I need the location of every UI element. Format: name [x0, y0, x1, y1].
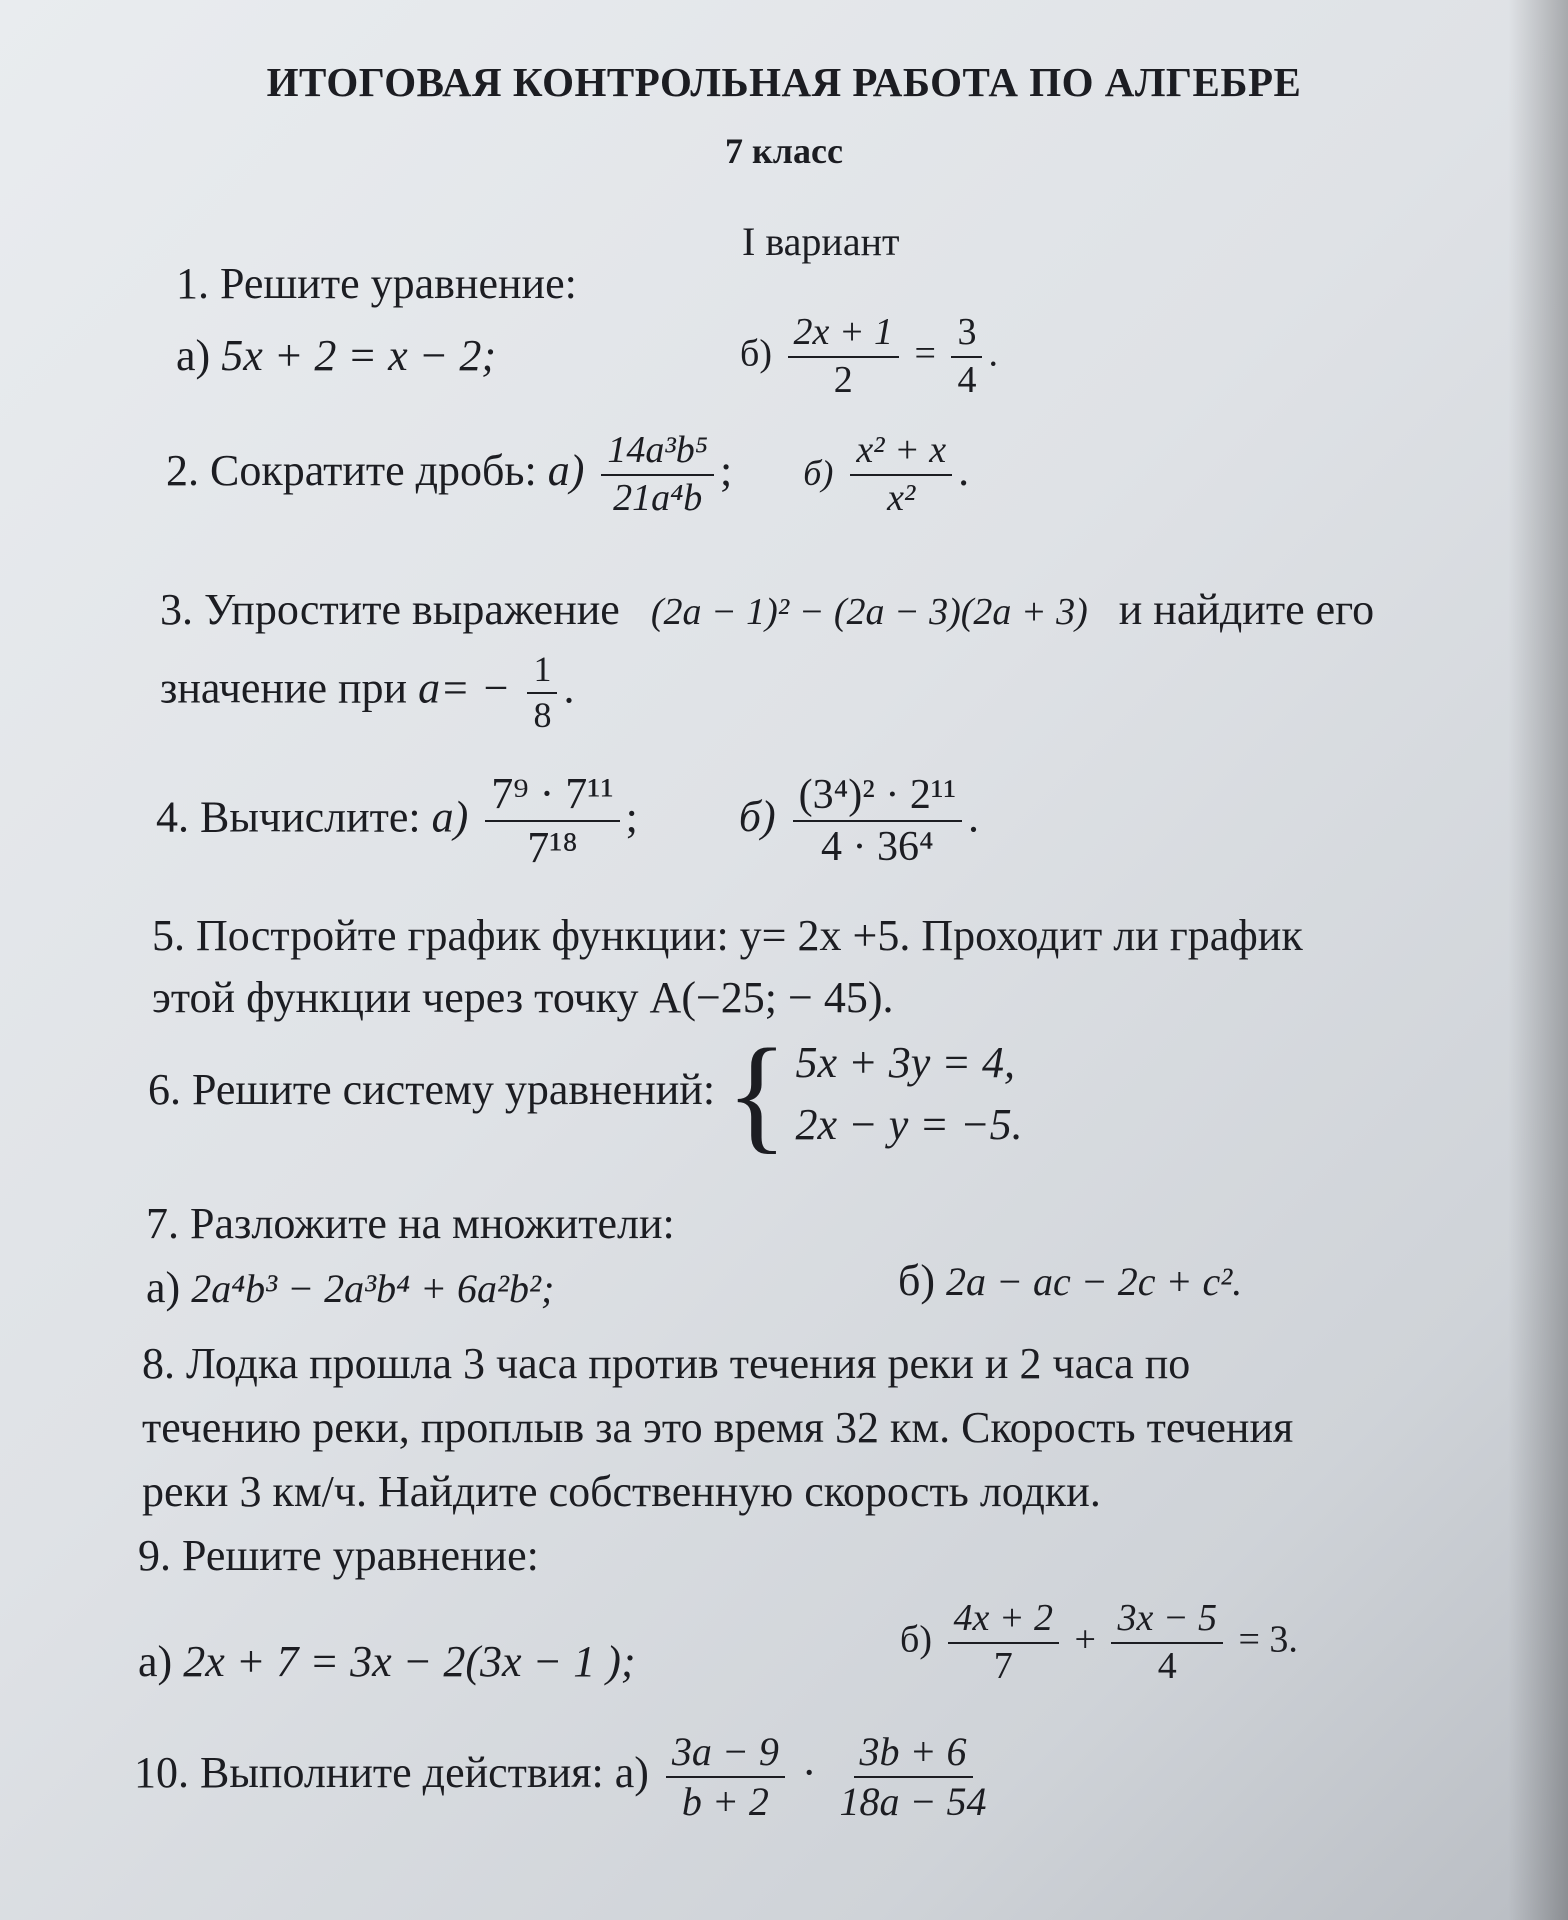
- task-4b-label: б): [738, 792, 776, 842]
- system-equation-1: 5x + 3y = 4,: [795, 1038, 1015, 1088]
- task-9a-expression: 2x + 7 = 3x − 2(3x − 1 );: [183, 1637, 636, 1686]
- task-5-line-1: 5. Постройте график функции: y= 2x +5. Проходит ли график: [152, 911, 1303, 960]
- task-8-line-2: течению реки, проплыв за это время 32 км. Скорость течения: [142, 1403, 1294, 1452]
- task-2-heading: 2. Сократите дробь:: [166, 445, 537, 495]
- task-9-heading: 9. Решите уравнение:: [138, 1531, 539, 1580]
- task-6-heading: 6. Решите систему уравнений:: [148, 1065, 716, 1115]
- task-1a: [176, 330, 496, 381]
- page-title: ИТОГОВАЯ КОНТРОЛЬНАЯ РАБОТА ПО АЛГЕБРЕ: [266, 59, 1302, 105]
- task-1b-fraction-left: $\frac{2x + 1}{2}$: [788, 312, 900, 402]
- grade-label: 7 класс: [725, 131, 843, 171]
- task-7b: [898, 1255, 1242, 1306]
- task-4a-fraction: $\frac{\text{7⁹ · 7¹¹}}{\text{7¹⁸}}$: [485, 770, 619, 873]
- task-7b-expression: 2a − ac − 2c + c².: [946, 1259, 1243, 1304]
- multiply-dot: ·: [801, 1748, 817, 1798]
- task-9b: б) $\frac{4x + 2}{7}$ + $\frac{3x - 5}{4}$ = 3.: [900, 1597, 1298, 1687]
- task-3-line-2: значение при a= − $\frac{1}{8}$ .: [160, 649, 575, 735]
- task-6: [148, 1023, 1023, 1165]
- task-9b-label: б): [900, 1618, 932, 1661]
- task-2: 2. Сократите дробь: а) $\frac{\text{14a³b⁵}}{\text{21a⁴b}}$ ; б) $\frac{\text{x² + x}}{\text{x²}}$ .: [166, 429, 970, 519]
- task-1b-label: б): [740, 332, 772, 375]
- task-4a-label: а): [431, 792, 469, 842]
- task-7-heading: 7. Разложите на множители:: [146, 1199, 675, 1248]
- task-7a-expression: 2a⁴b³ − 2a³b⁴ + 6a²b²;: [191, 1266, 555, 1311]
- task-2b-label: б): [803, 452, 834, 493]
- equals-sign: =: [914, 332, 936, 375]
- task-3-expression: (2a − 1)² − (2a − 3)(2a + 3): [650, 591, 1088, 633]
- variant-label: I вариант: [742, 219, 900, 264]
- task-2a-fraction: $\frac{\text{14a³b⁵}}{\text{21a⁴b}}$: [601, 430, 714, 520]
- task-4: 4. Вычислите: а) $\frac{\text{7⁹ · 7¹¹}}{\text{7¹⁸}}$ ; б) $\frac{\text{(3⁴)² · 2¹¹}}{\text{4 · 36⁴}}$ .: [156, 769, 980, 873]
- task-4b-fraction: $\frac{\text{(3⁴)² · 2¹¹}}{\text{4 · 36⁴}}$: [793, 772, 962, 870]
- task-1a-expression: 5x + 2 = x − 2;: [221, 331, 496, 380]
- plus-sign: +: [1074, 1618, 1096, 1661]
- task-5-line-2: этой функции через точку A(−25; − 45).: [152, 973, 894, 1022]
- task-9a-label: а): [138, 1637, 173, 1686]
- task-3-text: 3. Упростите выражение: [160, 585, 620, 634]
- task-9b-fraction-2: $\frac{3x - 5}{4}$: [1111, 1598, 1223, 1688]
- task-7a-label: а): [146, 1263, 181, 1312]
- task-9a: [138, 1636, 636, 1687]
- task-7b-label: б): [898, 1256, 936, 1305]
- task-1-heading: 1. Решите уравнение:: [176, 259, 577, 308]
- task-10-fraction-1: $\frac{3a - 9}{b + 2}$: [666, 1730, 785, 1824]
- task-4-heading: 4. Вычислите:: [156, 792, 421, 842]
- task-10-fraction-2: $\frac{3b + 6}{18a - 54}$: [839, 1729, 987, 1824]
- task-1a-label: а): [176, 331, 211, 380]
- task-10-heading: 10. Выполните действия: а): [134, 1748, 649, 1798]
- task-7a: [146, 1262, 554, 1313]
- page-edge-shadow: [1508, 0, 1568, 1920]
- task-3-fraction: $\frac{1}{8}$: [527, 650, 557, 735]
- task-8-line-1: 8. Лодка прошла 3 часа против течения реки и 2 часа по: [142, 1339, 1191, 1388]
- task-3-variable: a= −: [418, 663, 511, 713]
- system-equation-2: 2x − y = −5.: [795, 1100, 1023, 1149]
- equation-system: [726, 1023, 1023, 1165]
- task-2b-fraction: $\frac{\text{x² + x}}{\text{x²}}$: [850, 430, 952, 520]
- curly-brace-icon: {: [726, 1023, 788, 1165]
- task-8-line-3: реки 3 км/ч. Найдите собственную скорость лодки.: [142, 1467, 1101, 1516]
- task-10: [134, 1730, 999, 1824]
- task-1b: б) $\frac{2x + 1}{2}$ = $\frac{3}{4}$ .: [740, 311, 998, 401]
- task-3-line-1: 3. Упростите выражение (2a − 1)² − (2a − 3)(2a + 3) и найдите его: [160, 585, 1375, 634]
- task-1b-fraction-right: $\frac{3}{4}$: [951, 312, 982, 402]
- task-2a-label: а): [547, 445, 585, 495]
- task-9b-fraction-1: $\frac{4x + 2}{7}$: [948, 1598, 1060, 1688]
